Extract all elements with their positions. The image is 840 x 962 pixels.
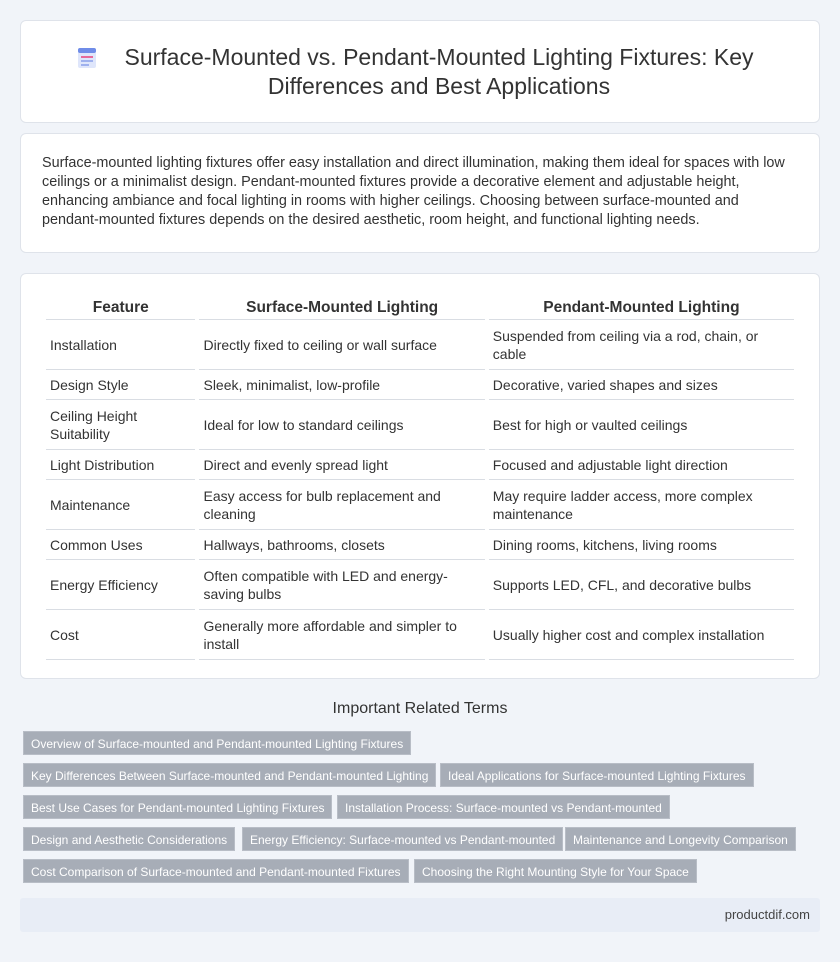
table-cell: Energy Efficiency xyxy=(46,560,195,610)
table-cell: Direct and evenly spread light xyxy=(199,450,484,480)
related-term-tag[interactable]: Cost Comparison of Surface-mounted and Pendant-mounted Fixtures xyxy=(23,859,409,883)
intro-paragraph: Surface-mounted lighting fixtures offer easy installation and direct illumination, making them ideal for spaces with low ceilings or a minimalist design. Pendant-mounted fixtures provide a decorative element and adjustable height, enhancing ambiance and focal lighting in rooms with higher ceilings. Choosing between surface-mounted and pendant-mounted fixtures depends on the desired aesthetic, room height, and functional lighting needs. xyxy=(42,155,785,228)
related-term-tag[interactable]: Maintenance and Longevity Comparison xyxy=(565,827,796,851)
table-cell: Design Style xyxy=(46,370,195,400)
table-cell: Cost xyxy=(46,610,195,660)
table-cell: Light Distribution xyxy=(46,450,195,480)
table-row xyxy=(46,530,794,560)
footer-bar xyxy=(20,898,820,932)
table-row xyxy=(46,450,794,480)
comparison-table-card xyxy=(20,273,820,679)
header-surface: Surface-Mounted Lighting xyxy=(199,296,484,320)
table-cell: Best for high or vaulted ceilings xyxy=(489,400,794,450)
page-title: Surface-Mounted vs. Pendant-Mounted Lighting Fixtures: Key Differences and Best Applications xyxy=(124,44,754,99)
related-term-tag[interactable]: Design and Aesthetic Considerations xyxy=(23,827,235,851)
related-term-tag[interactable]: Best Use Cases for Pendant-mounted Lighting Fixtures xyxy=(23,795,332,819)
related-term-tag[interactable]: Key Differences Between Surface-mounted and Pendant-mounted Lighting xyxy=(23,763,436,787)
table-row xyxy=(46,480,794,530)
related-terms-heading: Important Related Terms xyxy=(332,700,508,717)
table-cell: Easy access for bulb replacement and cleaning xyxy=(199,480,484,530)
table-cell: Maintenance xyxy=(46,480,195,530)
table-row xyxy=(46,320,794,370)
table-cell: Decorative, varied shapes and sizes xyxy=(489,370,794,400)
table-cell: Generally more affordable and simpler to install xyxy=(199,610,484,660)
table-cell: Hallways, bathrooms, closets xyxy=(199,530,484,560)
footer-site-link[interactable]: productdif.com xyxy=(724,907,810,922)
related-term-tag[interactable]: Installation Process: Surface-mounted vs Pendant-mounted xyxy=(337,795,670,819)
header-pendant: Pendant-Mounted Lighting xyxy=(489,296,794,320)
table-cell: Ideal for low to standard ceilings xyxy=(199,400,484,450)
intro-card xyxy=(20,133,820,253)
table-cell: Often compatible with LED and energy-saving bulbs xyxy=(199,560,484,610)
table-cell: Directly fixed to ceiling or wall surface xyxy=(199,320,484,370)
table-row xyxy=(46,400,794,450)
related-term-tag[interactable]: Energy Efficiency: Surface-mounted vs Pendant-mounted xyxy=(242,827,563,851)
table-row xyxy=(46,560,794,610)
table-cell: Sleek, minimalist, low-profile xyxy=(199,370,484,400)
related-term-tag[interactable]: Choosing the Right Mounting Style for Your Space xyxy=(414,859,697,883)
comparison-table xyxy=(42,296,798,660)
title-card xyxy=(20,20,820,123)
related-term-tag[interactable]: Ideal Applications for Surface-mounted Lighting Fixtures xyxy=(440,763,754,787)
table-cell: Ceiling Height Suitability xyxy=(46,400,195,450)
table-cell: Usually higher cost and complex installation xyxy=(489,610,794,660)
table-cell: Supports LED, CFL, and decorative bulbs xyxy=(489,560,794,610)
table-row xyxy=(46,610,794,660)
table-cell: May require ladder access, more complex maintenance xyxy=(489,480,794,530)
table-cell: Focused and adjustable light direction xyxy=(489,450,794,480)
table-header-row xyxy=(46,296,794,320)
related-term-tag[interactable]: Overview of Surface-mounted and Pendant-mounted Lighting Fixtures xyxy=(23,731,411,755)
table-cell: Suspended from ceiling via a rod, chain, or cable xyxy=(489,320,794,370)
header-feature: Feature xyxy=(46,296,195,320)
table-cell: Installation xyxy=(46,320,195,370)
table-row xyxy=(46,370,794,400)
table-cell: Common Uses xyxy=(46,530,195,560)
table-cell: Dining rooms, kitchens, living rooms xyxy=(489,530,794,560)
